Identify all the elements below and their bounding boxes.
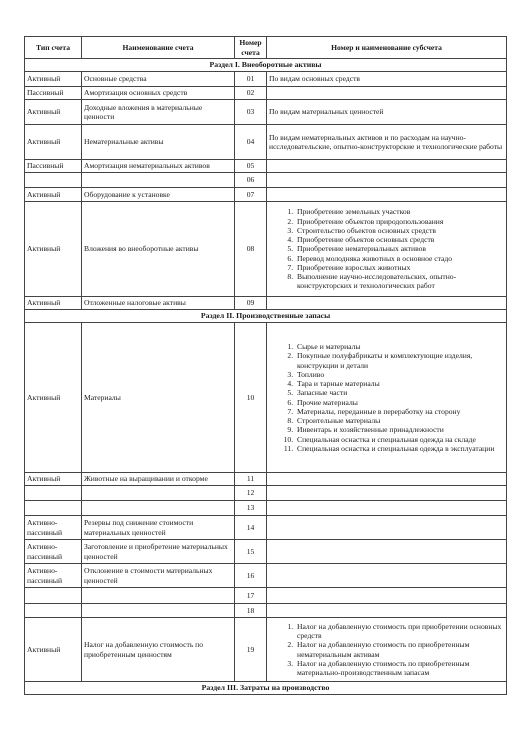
subaccount-list-item: 7. Приобретение взрослых животных	[295, 263, 504, 272]
subaccount-cell	[267, 188, 507, 202]
account-type-cell	[25, 173, 82, 188]
subaccount-list-item: 6. Перевод молодняка животных в основное стадо	[295, 254, 504, 263]
account-name-cell: Основные средства	[82, 72, 235, 87]
subaccount-cell	[267, 160, 507, 173]
account-number-cell: 17	[235, 588, 267, 604]
subaccount-list	[269, 207, 504, 290]
account-number-cell: 03	[235, 100, 267, 125]
table-row	[25, 323, 507, 473]
subaccount-list-item: 6. Прочие материалы	[295, 398, 504, 407]
subaccount-cell	[267, 501, 507, 516]
subaccount-list-item: 3. Строительство объектов основных средств	[295, 226, 504, 235]
subaccount-cell	[267, 473, 507, 486]
account-number-cell: 02	[235, 87, 267, 100]
account-number-cell: 14	[235, 516, 267, 540]
account-name-cell	[82, 486, 235, 501]
subaccount-list-item: 7. Материалы, переданные в переработку на сторону	[295, 407, 504, 416]
subaccount-list-item: 1. Приобретение земельных участков	[295, 207, 504, 216]
account-number-cell: 13	[235, 501, 267, 516]
subaccount-list-item: 8. Выполнение научно-исследовательских, опытно-конструкторских и технологических работ	[295, 272, 504, 291]
subaccount-list-item: 10. Специальная оснастка и специальная одежда на складе	[295, 435, 504, 444]
account-name-cell	[82, 501, 235, 516]
subaccount-list-item: 2. Приобретение объектов природопользования	[295, 217, 504, 226]
subaccount-cell	[267, 323, 507, 473]
account-type-cell	[25, 486, 82, 501]
account-number-cell: 16	[235, 564, 267, 588]
section-title: Раздел II. Производственные запасы	[25, 310, 507, 323]
subaccount-list-item: 4. Тара и тарные материалы	[295, 379, 504, 388]
subaccount-cell	[267, 540, 507, 564]
account-number-cell: 19	[235, 618, 267, 682]
section-title: Раздел I. Внеоборотные активы	[25, 59, 507, 72]
subaccount-cell: По видам основных средств	[267, 72, 507, 87]
account-number-cell: 12	[235, 486, 267, 501]
account-type-cell: Активный	[25, 473, 82, 486]
subaccount-list-item: 1. Налог на добавленную стоимость при приобретении основных средств	[295, 622, 504, 641]
account-number-cell: 09	[235, 297, 267, 310]
account-type-cell	[25, 501, 82, 516]
account-name-cell	[82, 588, 235, 604]
table-row	[25, 516, 507, 540]
table-row	[25, 501, 507, 516]
table-row	[25, 297, 507, 310]
subaccount-cell	[267, 486, 507, 501]
subaccount-cell: По видам материальных ценностей	[267, 100, 507, 125]
subaccount-list	[269, 342, 504, 453]
account-type-cell: Активный	[25, 100, 82, 125]
table-row	[25, 486, 507, 501]
section-title: Раздел III. Затраты на производство	[25, 682, 507, 695]
table-row	[25, 473, 507, 486]
account-name-cell: Вложения во внеоборотные активы	[82, 202, 235, 297]
account-number-cell: 05	[235, 160, 267, 173]
subaccount-cell	[267, 202, 507, 297]
subaccount-cell: По видам нематериальных активов и по расходам на научно-исследовательские, опытно-конструкторские и технологические работы	[267, 125, 507, 160]
subaccount-list-item: 2. Покупные полуфабрикаты и комплектующие изделия, конструкции и детали	[295, 351, 504, 370]
table-row	[25, 202, 507, 297]
table-row	[25, 588, 507, 604]
section-row	[25, 310, 507, 323]
account-number-cell: 08	[235, 202, 267, 297]
table-row	[25, 604, 507, 618]
account-type-cell: Активный	[25, 202, 82, 297]
section-row	[25, 59, 507, 72]
account-type-cell: Активный	[25, 125, 82, 160]
table-row	[25, 72, 507, 87]
account-number-cell: 07	[235, 188, 267, 202]
table-row	[25, 618, 507, 682]
account-type-cell: Активно-пассивный	[25, 564, 82, 588]
subaccount-cell	[267, 604, 507, 618]
table-row	[25, 188, 507, 202]
subaccount-list-item: 3. Налог на добавленную стоимость по приобретенным материально-производственным запасам	[295, 659, 504, 678]
account-type-cell: Активно-пассивный	[25, 516, 82, 540]
account-type-cell	[25, 588, 82, 604]
account-number-cell: 01	[235, 72, 267, 87]
account-number-cell: 06	[235, 173, 267, 188]
account-name-cell: Налог на добавленную стоимость по приобретенным ценностям	[82, 618, 235, 682]
account-type-cell: Пассивный	[25, 160, 82, 173]
account-name-cell: Отложенные налоговые активы	[82, 297, 235, 310]
account-name-cell: Материалы	[82, 323, 235, 473]
account-name-cell: Доходные вложения в материальные ценности	[82, 100, 235, 125]
account-name-cell: Амортизация нематериальных активов	[82, 160, 235, 173]
account-name-cell: Резервы под снижение стоимости материальных ценностей	[82, 516, 235, 540]
subaccount-list	[269, 622, 504, 678]
account-number-cell: 18	[235, 604, 267, 618]
subaccount-list-item: 4. Приобретение объектов основных средств	[295, 235, 504, 244]
account-name-cell	[82, 604, 235, 618]
subaccount-cell	[267, 516, 507, 540]
table-header-row	[25, 37, 507, 59]
account-type-cell: Активно-пассивный	[25, 540, 82, 564]
subaccount-list-item: 1. Сырье и материалы	[295, 342, 504, 351]
account-number-cell: 11	[235, 473, 267, 486]
subaccount-cell	[267, 173, 507, 188]
subaccount-cell	[267, 564, 507, 588]
chart-of-accounts-table	[24, 36, 507, 695]
account-name-cell: Нематериальные активы	[82, 125, 235, 160]
table-row	[25, 125, 507, 160]
subaccount-list-item: 3. Топливо	[295, 370, 504, 379]
subaccount-list-item: 8. Строительные материалы	[295, 416, 504, 425]
table-row	[25, 173, 507, 188]
account-number-cell: 10	[235, 323, 267, 473]
table-row	[25, 87, 507, 100]
subaccount-cell	[267, 588, 507, 604]
table-body	[25, 59, 507, 695]
header-account-name: Наименование счета	[82, 37, 235, 59]
account-type-cell: Активный	[25, 188, 82, 202]
account-name-cell: Амортизация основных средств	[82, 87, 235, 100]
table-row	[25, 100, 507, 125]
account-type-cell: Пассивный	[25, 87, 82, 100]
account-type-cell: Активный	[25, 323, 82, 473]
table-row	[25, 540, 507, 564]
account-name-cell: Отклонение в стоимости материальных ценностей	[82, 564, 235, 588]
subaccount-list-item: 9. Инвентарь и хозяйственные принадлежности	[295, 425, 504, 434]
account-number-cell: 15	[235, 540, 267, 564]
subaccount-list-item: 2. Налог на добавленную стоимость по приобретенным нематериальным активам	[295, 640, 504, 659]
subaccount-list-item: 5. Запасные части	[295, 388, 504, 397]
header-account-number: Номер счета	[235, 37, 267, 59]
subaccount-cell	[267, 297, 507, 310]
account-number-cell: 04	[235, 125, 267, 160]
header-subaccount: Номер и наименование субсчета	[267, 37, 507, 59]
subaccount-cell	[267, 87, 507, 100]
account-name-cell: Оборудование к установке	[82, 188, 235, 202]
header-account-type: Тип счета	[25, 37, 82, 59]
account-name-cell	[82, 173, 235, 188]
account-name-cell: Животные на выращивании и откорме	[82, 473, 235, 486]
account-name-cell: Заготовление и приобретение материальных ценностей	[82, 540, 235, 564]
subaccount-cell	[267, 618, 507, 682]
subaccount-list-item: 5. Приобретение нематериальных активов	[295, 244, 504, 253]
section-row	[25, 682, 507, 695]
table-row	[25, 564, 507, 588]
subaccount-list-item: 11. Специальная оснастка и специальная одежда в эксплуатации	[295, 444, 504, 453]
account-type-cell	[25, 604, 82, 618]
account-type-cell: Активный	[25, 618, 82, 682]
account-type-cell: Активный	[25, 72, 82, 87]
table-row	[25, 160, 507, 173]
account-type-cell: Активный	[25, 297, 82, 310]
